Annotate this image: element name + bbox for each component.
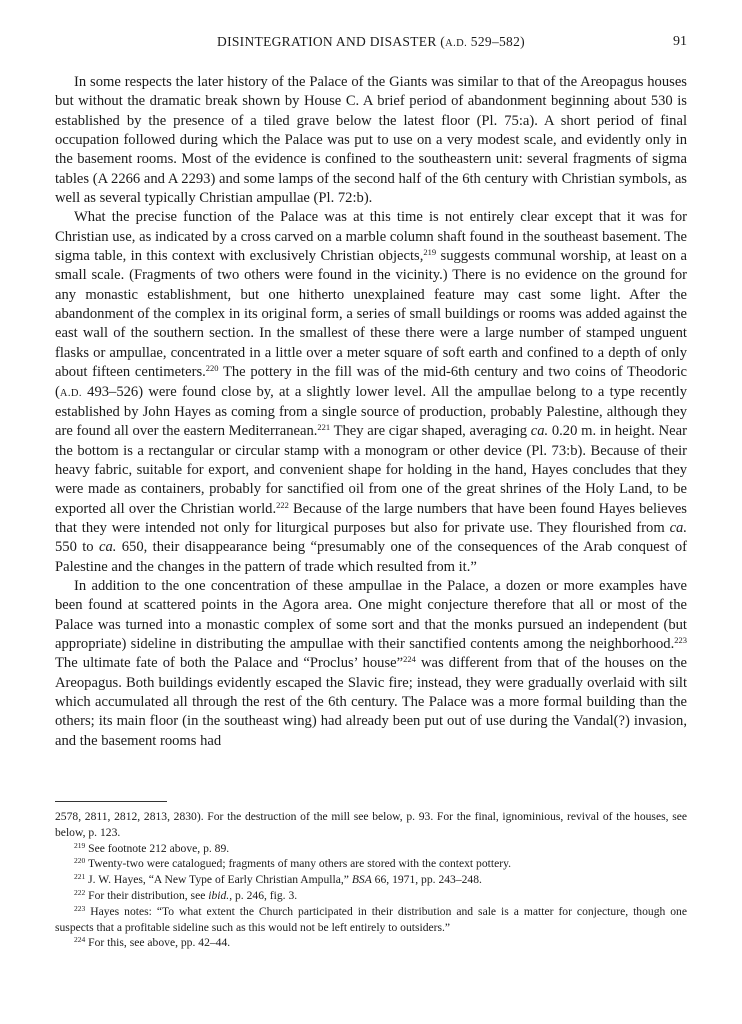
title-dates: 529–582) <box>467 34 525 49</box>
paragraph-text: The ultimate fate of both the Palace and “Proclus’ house” <box>55 655 404 672</box>
footnote-ref[interactable]: 224 <box>403 654 416 665</box>
paragraph-text: 0.20 m. in height. Near the bottom is a rectangular or circular stamp with a monogram or other device (Pl. 73:b). Because of their heavy fabric, suitable for export, and convenient shape for holding in the hand, Hayes concludes that they were made as containers, probably for sanctified oil from one of the great shrines of the Holy Land, to be exported all over the Christian world. <box>55 423 687 517</box>
footnote-text: J. W. Hayes, “A New Type of Early Christian Ampulla,” <box>85 873 352 887</box>
paragraph-3 <box>55 577 687 751</box>
main-text <box>55 73 687 751</box>
footnote-223 <box>55 904 687 936</box>
italic-abbrev: ca. <box>669 519 687 536</box>
footnote-220 <box>55 856 687 872</box>
footnote-text: Twenty-two were catalogued; fragments of many others are stored with the context pottery. <box>85 857 512 871</box>
footnote-text: Hayes notes: “To what extent the Church participated in their distribution and sale is a matter for conjecture, though one suspects that a profitable sideline such as this would not be left entirely to outsiders.” <box>55 904 687 934</box>
page-number: 91 <box>673 34 687 49</box>
footnote-ref[interactable]: 220 <box>205 363 219 374</box>
paragraph-1 <box>55 73 687 208</box>
footnote-221 <box>55 872 687 888</box>
footnotes <box>55 809 687 951</box>
italic-abbrev: ca. <box>530 423 549 440</box>
footnote-222 <box>55 888 687 904</box>
footnote-number: 220 <box>74 856 86 866</box>
footnote-219 <box>55 841 687 857</box>
paragraph-text: suggests communal worship, at least on a small scale. (Fragments of two others were found in the vicinity.) There is no evidence on the ground for any monastic establishment, but one hitherto unexplained feature may cast some light. After the abandonment of the complex in its original form, a series of small buildings or rooms was added against the east wall of the southern section. In the smallest of these there were a large number of stamped unguent flasks or ampullae, concentrated in a little over a meter square of soft earth and confined to a depth of only about fifteen centimeters. <box>55 248 687 381</box>
footnote-number: 223 <box>74 903 86 913</box>
footnote-ref[interactable]: 223 <box>674 634 687 645</box>
footnote-number: 219 <box>74 840 86 850</box>
italic-abbrev: ibid. <box>208 888 230 902</box>
footnote-continuation <box>55 809 687 841</box>
paragraph-text: Because of the large numbers that have been found Hayes believes that they were intended not only for liturgical purposes but also for private use. They flourished from <box>55 500 687 536</box>
paragraph-text: What the precise function of the Palace was at this time is not entirely clear except that it was for Christian use, as indicated by a cross carved on a marble column shaft found in the southeast basement. The sigma table, in this context with exclusively Christian objects, <box>55 209 687 265</box>
paragraph-text: In addition to the one concentration of these ampullae in the Palace, a dozen or more examples have been found at scattered points in the Agora area. One might conjecture therefore that all or most of the Palace was turned into a monastic complex of some sort and that the monks pursued an independent (but appropriate) sideline in distributing the ampullae with their sanctified contents among the neighborhood. <box>55 577 687 652</box>
running-header <box>55 34 687 56</box>
title-text: DISINTEGRATION AND DISASTER ( <box>217 34 446 49</box>
era-abbrev: A.D. <box>59 387 82 399</box>
footnote-number: 222 <box>74 887 86 897</box>
footnote-text: For their distribution, see <box>85 888 209 902</box>
running-title <box>55 34 687 50</box>
footnote-number: 221 <box>74 872 86 882</box>
footnote-ref[interactable]: 219 <box>423 247 437 258</box>
paragraph-text: In some respects the later history of the Palace of the Giants was similar to that of the Areopagus houses but without the dramatic break shown by House C. A brief period of abandonment beginning about 530 is established by the presence of a tiled grave below the latest floor (Pl. 75:a). A short period of final occupation followed during which the Palace was put to use on a very modest scale, and evidently only in the basement rooms. Most of the evidence is confined to the southeastern unit: several fragments of sigma tables (A 2266 and A 2293) and some lamps of the second half of the 6th century with Christian symbols, as well as several typically Christian ampullae (Pl. 72:b). <box>55 74 687 207</box>
footnote-text: , p. 246, fig. 3. <box>229 888 298 902</box>
footnote-text: 66, 1971, pp. 243–248. <box>371 873 482 887</box>
footnote-text: 2578, 2811, 2812, 2813, 2830). For the destruction of the mill see below, p. 93. For the final, ignominious, revival of the houses, see below, p. 123. <box>55 810 687 839</box>
paragraph-text: was different from that of the houses on the Areopagus. Both buildings evidently escaped the Slavic fire; instead, they were gradually overlaid with silt which accumulated all through the rest of the 6th century. The Palace was a more formal building than the others; its main floor (in the southeast wing) had already been put out of use during the Vandal(?) invasion, and the basement rooms had <box>55 655 687 749</box>
footnote-ref[interactable]: 221 <box>317 422 331 433</box>
paragraph-text: 550 to <box>55 539 99 556</box>
paragraph-text: The pottery in the fill was of the mid-6th century and two coins of Theodoric ( <box>55 364 687 400</box>
paragraph-text: 493–526) were found close by, at a slightly lower level. All the ampullae belong to a type recently established by John Hayes as coming from a single source of production, probably Palestine, although they are found all over the eastern Mediterranean. <box>55 383 687 440</box>
italic-abbrev: ca. <box>98 539 117 556</box>
paragraph-text: 650, their disappearance being “presumably one of the consequences of the Arab conquest of Palestine and the changes in the pattern of trade which resulted from it.” <box>55 539 687 575</box>
paragraph-2 <box>55 208 687 577</box>
footnote-224 <box>55 935 687 951</box>
title-era: A.D. <box>445 38 468 49</box>
journal-title: BSA <box>351 873 372 887</box>
footnote-text: See footnote 212 above, p. 89. <box>85 841 230 855</box>
footnote-ref[interactable]: 222 <box>276 499 289 510</box>
paragraph-text: They are cigar shaped, averaging <box>330 423 531 440</box>
footnote-number: 224 <box>74 935 86 945</box>
footnote-text: For this, see above, pp. 42–44. <box>85 936 231 950</box>
footnote-divider <box>55 801 167 802</box>
